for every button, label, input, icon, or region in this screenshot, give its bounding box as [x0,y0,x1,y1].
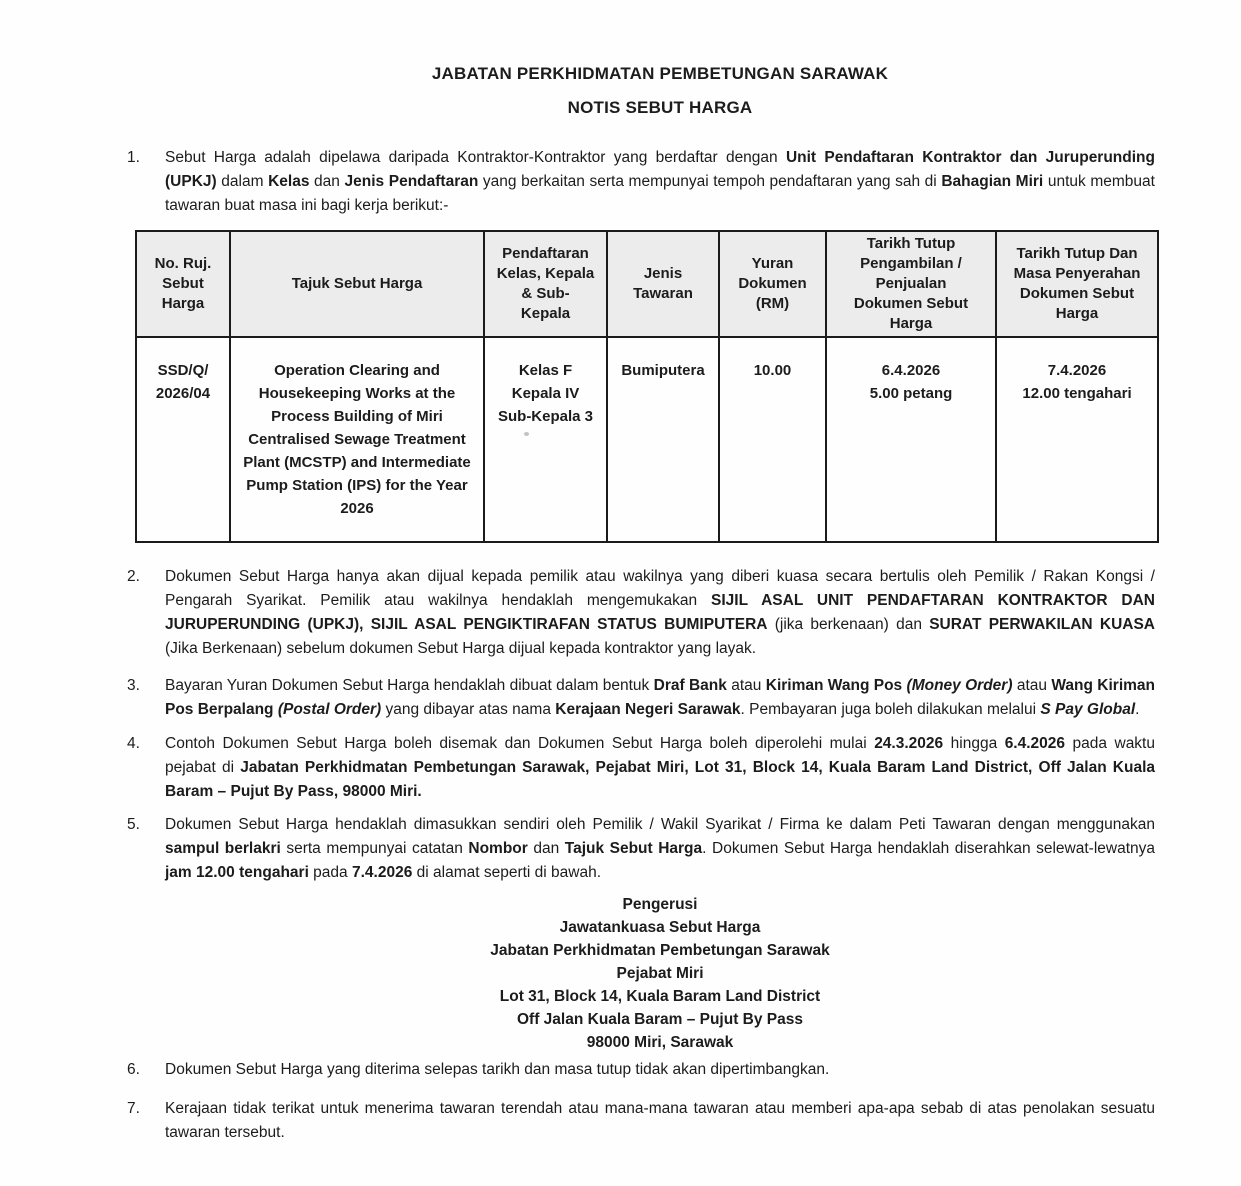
clause-2-number: 2. [127,568,140,585]
clause-3-text: Bayaran Yuran Dokumen Sebut Harga hendaklah dibuat dalam bentuk Draf Bank atau Kiriman Wang Pos (Money Order) atau Wang Kiriman Pos Berpalang (Postal Order) yang dibayar atas nama Kerajaan Negeri Sarawak. Pembayaran juga boleh dilakukan melalui S Pay Global. [165,677,1156,718]
clause-6-number: 6. [127,1061,140,1078]
col-header-registration: Pendaftaran Kelas, Kepala & Sub- Kepala [484,231,607,337]
clause-2 [126,565,1155,661]
page-title: JABATAN PERKHIDMATAN PEMBETUNGAN SARAWAK [431,64,889,83]
clause-4-number: 4. [127,735,140,752]
clause-5-number: 5. [127,816,140,833]
cell-title: Operation Clearing and Housekeeping Works at the Process Building of Miri Centralised Sewage Treatment Plant (MCSTP) and Intermediate Pump Station (IPS) for the Year 2026 [230,337,484,542]
submission-address: Pengerusi Jawatankuasa Sebut Harga Jabatan Perkhidmatan Pembetungan Sarawak Pejabat Miri Lot 31, Block 14, Kuala Baram Land District Off Jalan Kuala Baram – Pujut By Pass 98000 Miri, Sarawak [490,896,830,1051]
clause-4 [126,732,1155,804]
col-header-title: Tajuk Sebut Harga [230,231,484,337]
clause-7-text: Kerajaan tidak terikat untuk menerima tawaran terendah atau mana-mana tawaran atau memberi apa-apa sebab di atas penolakan sesuatu tawaran tersebut. [165,1100,1155,1141]
col-header-closing-submission: Tarikh Tutup Dan Masa Penyerahan Dokumen Sebut Harga [996,231,1158,337]
tender-table-data-row [136,337,1158,542]
col-header-tender-type: Jenis Tawaran [607,231,719,337]
cell-document-fee: 10.00 [719,337,826,542]
clause-6-text: Dokumen Sebut Harga yang diterima selepas tarikh dan masa tutup tidak akan dipertimbangkan. [165,1061,830,1078]
clause-3-number: 3. [127,677,140,694]
clause-1-text: Sebut Harga adalah dipelawa daripada Kontraktor-Kontraktor yang berdaftar dengan Unit Pendaftaran Kontraktor dan Juruperunding (UPKJ) dalam Kelas dan Jenis Pendaftaran yang berkaitan serta mempunyai tempoh pendaftaran yang sah di Bahagian Miri untuk membuat tawaran buat masa ini bagi kerja berikut:- [165,149,1155,214]
col-header-ref-no: No. Ruj. Sebut Harga [136,231,230,337]
clause-5-text: Dokumen Sebut Harga hendaklah dimasukkan sendiri oleh Pemilik / Wakil Syarikat / Firma ke dalam Peti Tawaran dengan menggunakan sampul berlakri serta mempunyai catatan Nombor dan Tajuk Sebut Harga. Dokumen Sebut Harga hendaklah diserahkan selewat-lewatnya jam 12.00 tengahari pada 7.4.2026 di alamat seperti di bawah. [165,816,1155,881]
clause-1 [126,146,1155,218]
clause-7 [126,1097,1155,1145]
col-header-closing-collection: Tarikh Tutup Pengambilan / Penjualan Dokumen Sebut Harga [826,231,996,337]
col-header-document-fee: Yuran Dokumen (RM) [719,231,826,337]
clause-7-number: 7. [127,1100,140,1117]
clause-3 [126,674,1155,722]
cell-ref-no: SSD/Q/ 2026/04 [136,337,230,542]
tender-table-header-row [136,231,1158,337]
clause-1-number: 1. [127,149,140,166]
cell-closing-submission: 7.4.2026 12.00 tengahari [996,337,1158,542]
clause-5 [126,813,1155,885]
clause-4-text: Contoh Dokumen Sebut Harga boleh disemak dan Dokumen Sebut Harga boleh diperolehi mulai 24.3.2026 hingga 6.4.2026 pada waktu pejabat di Jabatan Perkhidmatan Pembetungan Sarawak, Pejabat Miri, Lot 31, Block 14, Kuala Baram Land District, Off Jalan Kuala Baram – Pujut By Pass, 98000 Miri. [165,735,1156,800]
cell-registration: Kelas F Kepala IV Sub-Kepala 3 [484,337,607,542]
cell-tender-type: Bumiputera [607,337,719,542]
scan-speck [524,432,529,436]
tender-table [135,230,1159,543]
clause-2-text: Dokumen Sebut Harga hanya akan dijual kepada pemilik atau wakilnya yang diberi kuasa secara bertulis oleh Pemilik / Rakan Kongsi / Pengarah Syarikat. Pemilik atau wakilnya hendaklah mengemukakan SIJIL ASAL UNIT PENDAFTARAN KONTRAKTOR DAN JURUPERUNDING (UPKJ), SIJIL ASAL PENGIKTIRAFAN STATUS BUMIPUTERA (jika berkenaan) dan SURAT PERWAKILAN KUASA (Jika Berkenaan) sebelum dokumen Sebut Harga dijual kepada kontraktor yang layak. [165,568,1155,657]
clause-6 [126,1058,1155,1082]
cell-closing-collection: 6.4.2026 5.00 petang [826,337,996,542]
page-subtitle: NOTIS SEBUT HARGA [567,98,753,117]
